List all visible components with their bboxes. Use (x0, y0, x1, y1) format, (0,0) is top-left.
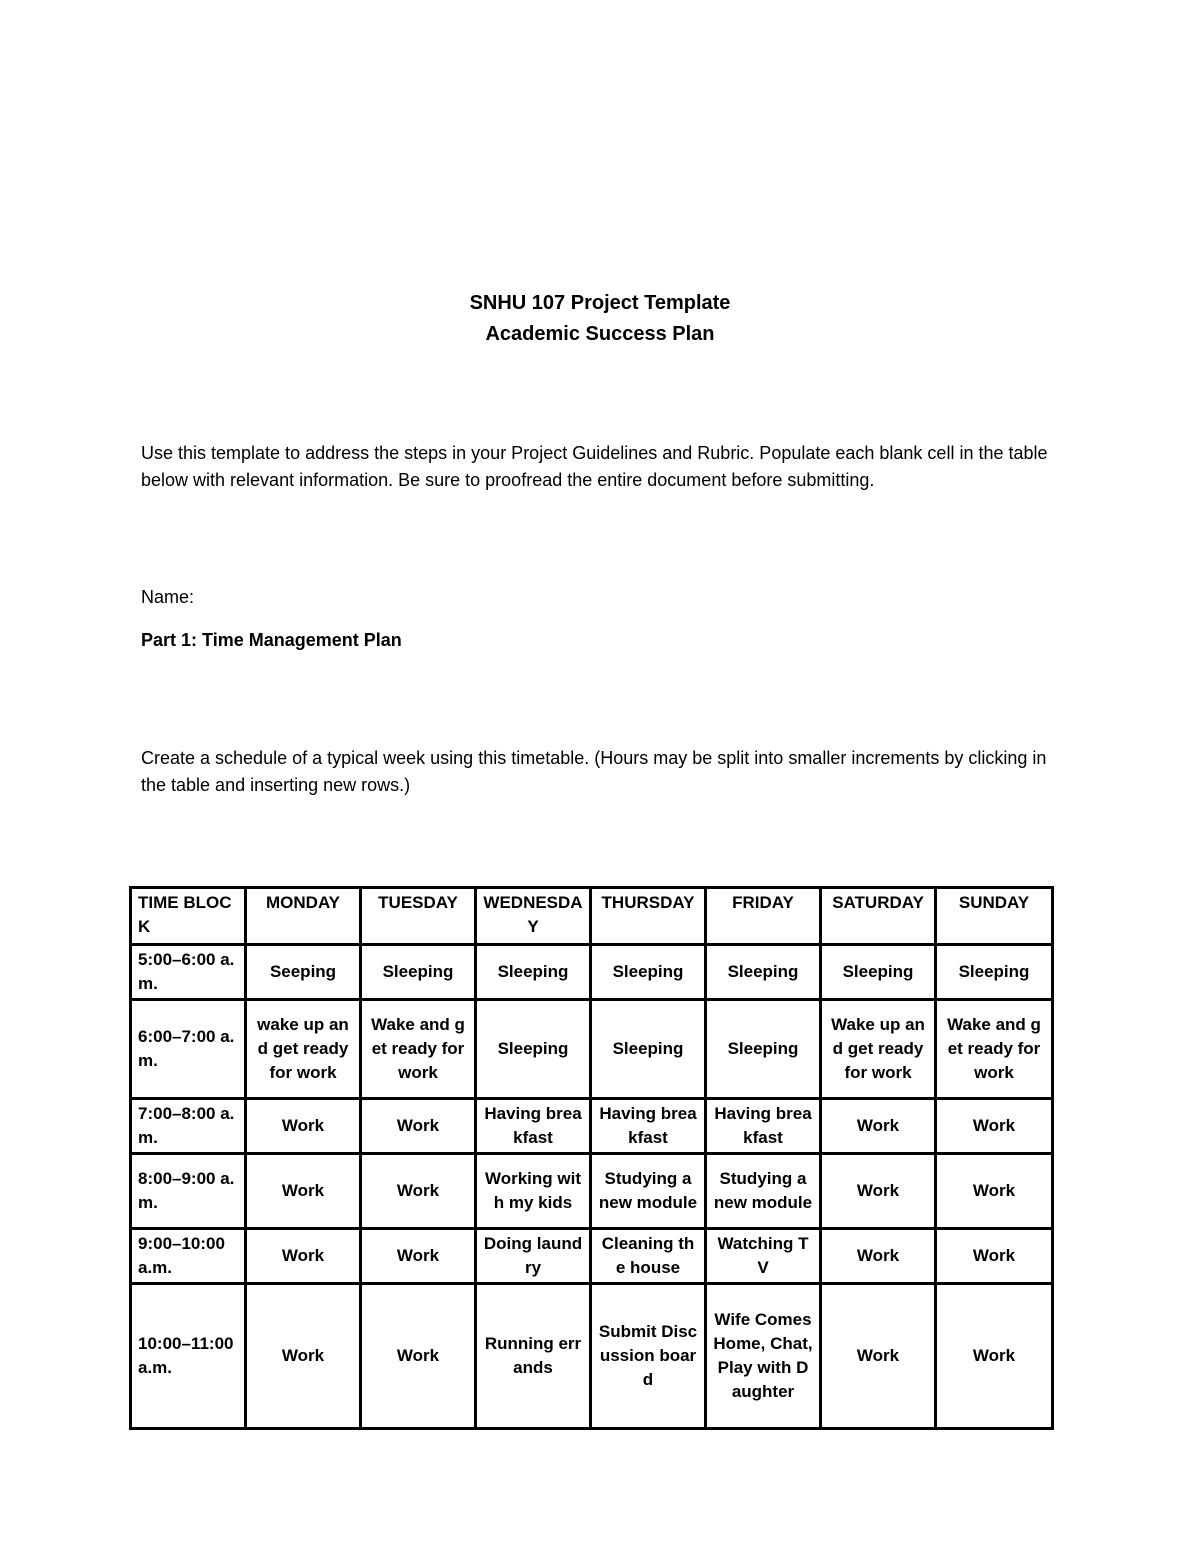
schedule-cell: Work (361, 1229, 476, 1284)
time-block-cell: 10:00–11:00 a.m. (131, 1284, 246, 1429)
schedule-cell: Running errands (476, 1284, 591, 1429)
schedule-cell: Watching TV (706, 1229, 821, 1284)
table-row (131, 1229, 1053, 1284)
schedule-cell: Studying a new module (591, 1154, 706, 1229)
schedule-cell: Having breakfast (476, 1099, 591, 1154)
schedule-cell: Work (361, 1099, 476, 1154)
schedule-cell: Work (246, 1099, 361, 1154)
header-wednesday: WEDNESDAY (476, 888, 591, 945)
schedule-cell: Work (936, 1229, 1053, 1284)
table-row (131, 1154, 1053, 1229)
table-row (131, 1284, 1053, 1429)
header-saturday: SATURDAY (821, 888, 936, 945)
schedule-cell: Work (936, 1099, 1053, 1154)
time-block-cell: 6:00–7:00 a.m. (131, 1000, 246, 1099)
schedule-cell: Work (361, 1284, 476, 1429)
schedule-cell: Work (246, 1154, 361, 1229)
time-block-cell: 5:00–6:00 a.m. (131, 945, 246, 1000)
table-header-row (131, 888, 1053, 945)
schedule-cell: Sleeping (821, 945, 936, 1000)
schedule-cell: Doing laundry (476, 1229, 591, 1284)
header-friday: FRIDAY (706, 888, 821, 945)
time-block-cell: 8:00–9:00 a.m. (131, 1154, 246, 1229)
schedule-cell: Work (821, 1099, 936, 1154)
schedule-cell: Work (246, 1284, 361, 1429)
schedule-cell: Sleeping (936, 945, 1053, 1000)
table-row (131, 1000, 1053, 1099)
header-thursday: THURSDAY (591, 888, 706, 945)
name-label: Name: (141, 587, 195, 607)
schedule-cell: Cleaning the house (591, 1229, 706, 1284)
schedule-cell: Work (936, 1154, 1053, 1229)
time-block-cell: 9:00–10:00 a.m. (131, 1229, 246, 1284)
schedule-cell: Work (821, 1284, 936, 1429)
document-title: SNHU 107 Project Template (469, 292, 731, 314)
schedule-cell: Studying a new module (706, 1154, 821, 1229)
schedule-cell: wake up and get ready for work (246, 1000, 361, 1099)
table-row (131, 1099, 1053, 1154)
schedule-cell: Sleeping (476, 945, 591, 1000)
schedule-cell: Work (821, 1229, 936, 1284)
intro-paragraph: Use this template to address the steps in your Project Guidelines and Rubric. Populate each blank cell in the table below with relevant information. Be sure to proofread the entire document before submitting. (141, 443, 1048, 490)
schedule-cell: Work (246, 1229, 361, 1284)
schedule-cell: Work (361, 1154, 476, 1229)
schedule-cell: Sleeping (476, 1000, 591, 1099)
schedule-cell: Sleeping (591, 1000, 706, 1099)
weekly-schedule-table (129, 886, 1054, 1430)
time-block-cell: 7:00–8:00 a.m. (131, 1099, 246, 1154)
header-monday: MONDAY (246, 888, 361, 945)
schedule-cell: Wife Comes Home, Chat, Play with Daughter (706, 1284, 821, 1429)
table-row (131, 945, 1053, 1000)
schedule-cell: Having breakfast (706, 1099, 821, 1154)
schedule-cell: Sleeping (591, 945, 706, 1000)
schedule-cell: Sleeping (706, 945, 821, 1000)
document-title-block (0, 288, 1200, 350)
header-time-block: TIME BLOCK (131, 888, 246, 945)
schedule-cell: Sleeping (706, 1000, 821, 1099)
header-tuesday: TUESDAY (361, 888, 476, 945)
part1-heading: Part 1: Time Management Plan (141, 630, 402, 650)
schedule-cell: Working with my kids (476, 1154, 591, 1229)
schedule-cell: Seeping (246, 945, 361, 1000)
schedule-cell: Wake and get ready for work (361, 1000, 476, 1099)
schedule-cell: Work (821, 1154, 936, 1229)
header-sunday: SUNDAY (936, 888, 1053, 945)
schedule-cell: Work (936, 1284, 1053, 1429)
schedule-cell: Having breakfast (591, 1099, 706, 1154)
schedule-instructions: Create a schedule of a typical week using this timetable. (Hours may be split into smaller increments by clicking in the table and inserting new rows.) (141, 748, 1047, 795)
document-subtitle: Academic Success Plan (485, 323, 715, 345)
schedule-cell: Sleeping (361, 945, 476, 1000)
schedule-cell: Wake up and get ready for work (821, 1000, 936, 1099)
schedule-cell: Wake and get ready for work (936, 1000, 1053, 1099)
schedule-cell: Submit Discussion board (591, 1284, 706, 1429)
